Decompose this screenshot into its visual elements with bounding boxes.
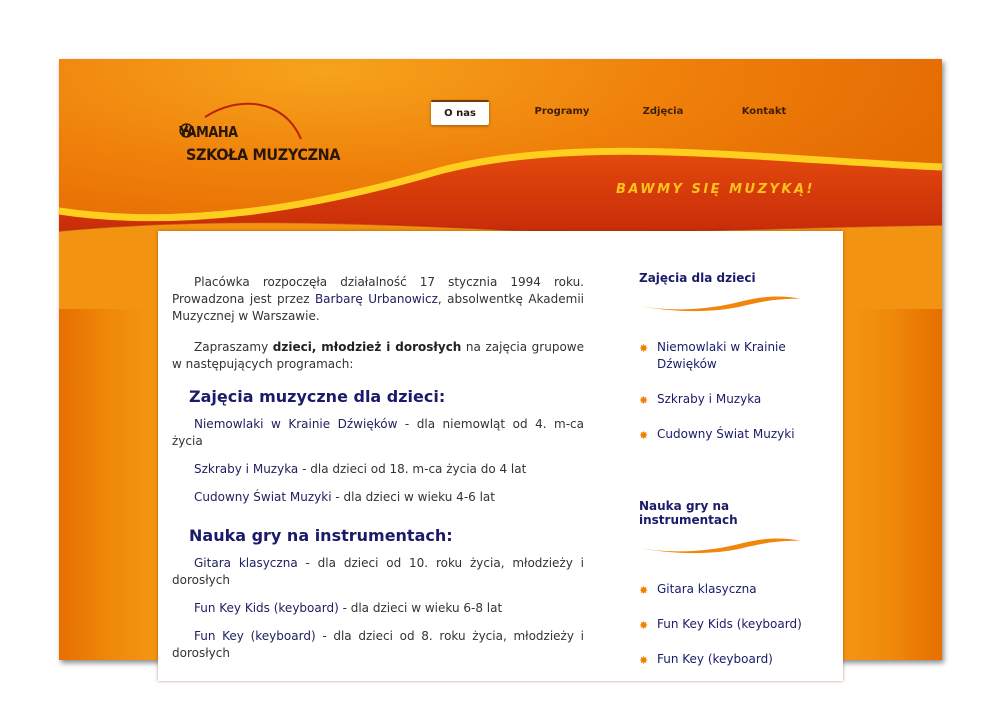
- star-bullet-icon: ✸: [639, 394, 649, 407]
- star-bullet-icon: ✸: [639, 584, 649, 597]
- main-column: [172, 274, 584, 673]
- program-link[interactable]: Cudowny Świat Muzyki: [194, 490, 332, 504]
- invite-text-end: na zajęcia grupowe w następujących programach:: [172, 340, 584, 371]
- star-bullet-icon: ✸: [639, 619, 649, 632]
- program-desc: - dla niemowląt od 4. m-ca życia: [172, 417, 585, 448]
- program-line: [172, 628, 584, 662]
- program-link[interactable]: Szkraby i Muzyka: [194, 462, 299, 476]
- section-heading-children: Zajęcia muzyczne dla dzieci:: [189, 387, 446, 406]
- program-desc: - dla dzieci w wieku 4-6 lat: [331, 490, 495, 504]
- program-link[interactable]: Fun Key (keyboard): [194, 629, 316, 643]
- section-heading-instruments: Nauka gry na instrumentach:: [189, 526, 453, 545]
- program-line: [172, 600, 584, 617]
- sidebar-item-label: Fun Key (keyboard): [657, 652, 773, 666]
- sidebar-title-instruments: Nauka gry na instrumentach: [639, 499, 738, 527]
- program-line: [172, 461, 584, 478]
- intro-text-start: Placówka rozpoczęła działalność 17 stycznia 1994 roku. Prowadzona jest przez: [172, 275, 584, 306]
- director-link[interactable]: Barbarę Urbanowicz: [314, 292, 438, 306]
- sidebar-item[interactable]: [639, 339, 829, 373]
- invite-paragraph: [172, 339, 584, 373]
- sidebar-item[interactable]: [639, 651, 829, 668]
- sidebar-item-label: Fun Key Kids (keyboard): [657, 617, 802, 631]
- program-line: [172, 489, 584, 506]
- nav-item-programy[interactable]: Programy: [534, 106, 590, 117]
- invite-audience: dzieci, młodzież i dorosłych: [272, 340, 462, 354]
- nav-item-kontakt[interactable]: Kontakt: [741, 106, 787, 117]
- program-link[interactable]: Niemowlaki w Krainie Dźwięków: [194, 417, 398, 431]
- program-line: [172, 555, 584, 589]
- logo-brand-text: YAMAHA: [179, 123, 238, 141]
- content-panel: [158, 231, 843, 681]
- program-desc: - dla dzieci w wieku 6-8 lat: [338, 601, 503, 615]
- sidebar-item[interactable]: [639, 581, 829, 598]
- sidebar-item[interactable]: [639, 426, 829, 443]
- star-bullet-icon: ✸: [639, 654, 649, 667]
- program-link[interactable]: Gitara klasyczna: [194, 556, 298, 570]
- sidebar-item-label: Cudowny Świat Muzyki: [657, 427, 795, 441]
- star-bullet-icon: ✸: [639, 342, 649, 355]
- nav-item-o-nas[interactable]: O nas: [431, 100, 489, 125]
- sidebar-item-label: Niemowlaki w Krainie Dźwięków: [657, 340, 786, 371]
- sidebar-list-children: [639, 339, 829, 443]
- star-bullet-icon: ✸: [639, 429, 649, 442]
- main-nav: [59, 100, 942, 130]
- website-frame: [59, 59, 942, 667]
- intro-text-end: , absolwentkę Akademii Muzycznej w Warszawie.: [172, 292, 584, 323]
- program-desc: - dla dzieci od 18. m-ca życia do 4 lat: [298, 462, 527, 476]
- sidebar-item-label: Gitara klasyczna: [657, 582, 757, 596]
- sidebar-item-label: Szkraby i Muzyka: [657, 392, 762, 406]
- sidebar-list-instruments: [639, 581, 829, 668]
- swoosh-divider-icon: [633, 291, 803, 313]
- program-link[interactable]: Fun Key Kids (keyboard): [194, 601, 339, 615]
- invite-text-start: Zapraszamy: [194, 340, 273, 354]
- intro-paragraph: [172, 274, 584, 325]
- sidebar: [639, 271, 829, 668]
- swoosh-divider-icon: [633, 533, 803, 555]
- logo-school-text: SZKOŁA MUZYCZNA: [186, 145, 341, 164]
- program-desc: - dla dzieci od 10. roku życia, młodzieży i dorosłych: [172, 556, 585, 587]
- slogan: BAWMY SIĘ MUZYKĄ!: [616, 182, 815, 197]
- program-line: [172, 416, 584, 450]
- sidebar-item[interactable]: [639, 391, 829, 408]
- nav-item-zdjecia[interactable]: Zdjęcia: [642, 106, 684, 117]
- sidebar-item[interactable]: [639, 616, 829, 633]
- program-desc: - dla dzieci od 8. roku życia, młodzieży i dorosłych: [172, 629, 584, 660]
- sidebar-title-children: Zajęcia dla dzieci: [639, 271, 756, 285]
